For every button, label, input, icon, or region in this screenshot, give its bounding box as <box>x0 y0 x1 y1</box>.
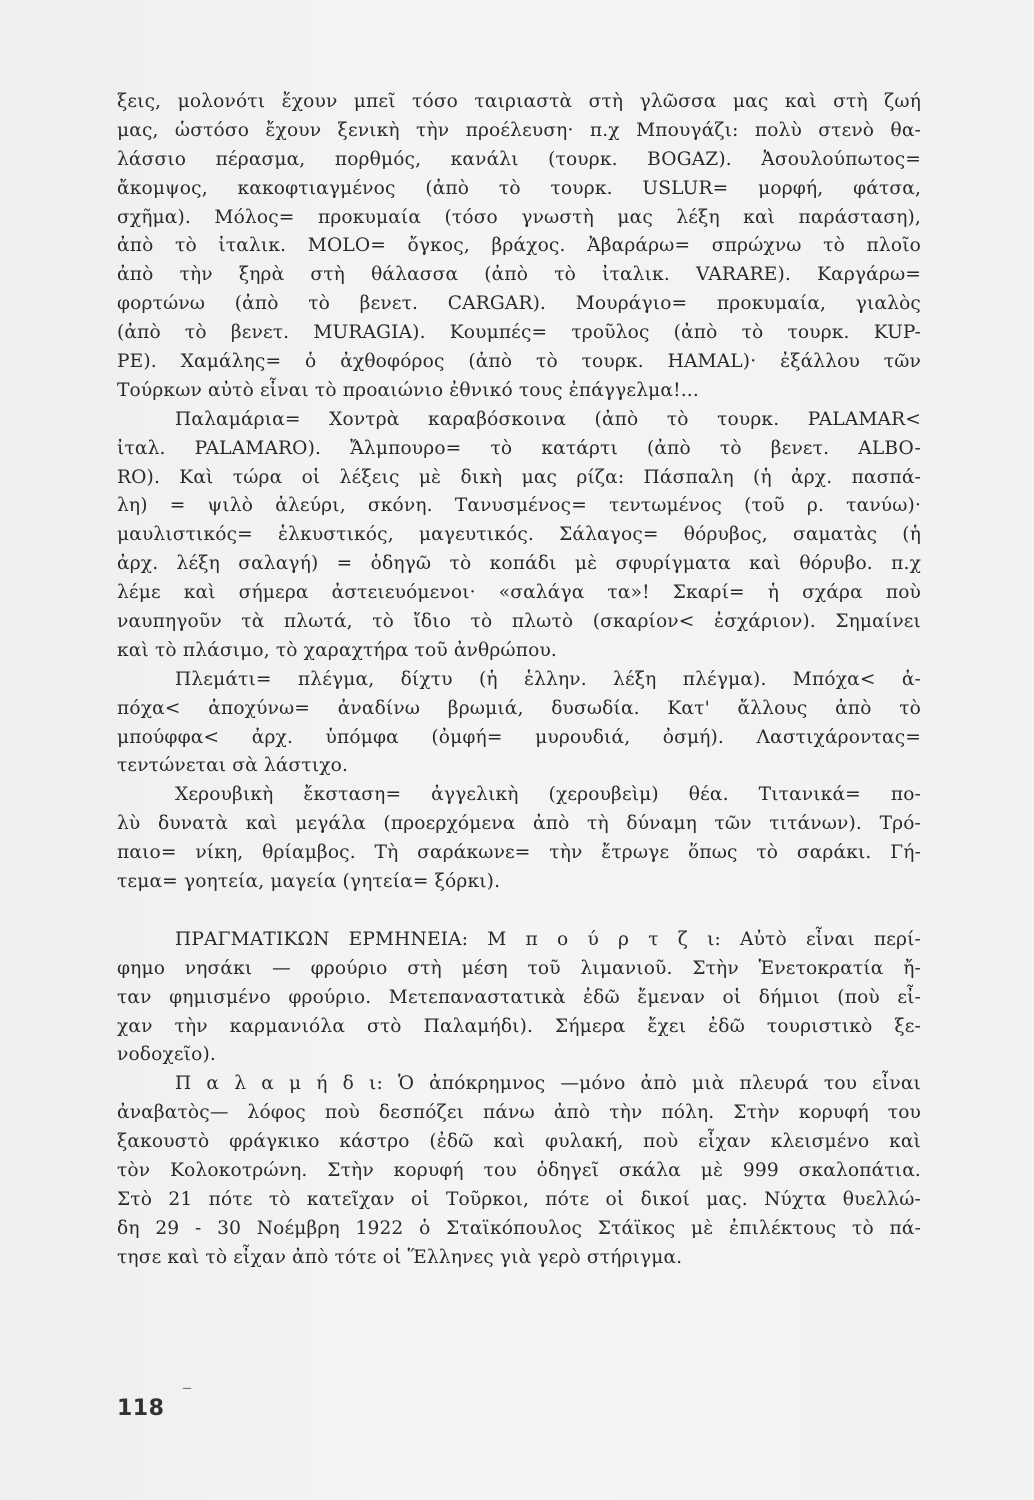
text-line: Πλεμάτι= πλέγμα, δίχτυ (ἡ ἑλλην. λέξη πλέγμα). Μπόχα< ἀ- <box>175 668 921 690</box>
page-number-mark: ‾ <box>183 1385 191 1404</box>
text-line: φορτώνω (ἀπὸ τὸ βενετ. CARGAR). Μουράγιο= προκυμαία, γιαλὸς <box>117 293 921 315</box>
text-line: τὸν Κολοκοτρώνη. Στὴν κορυφή του ὁδηγεῖ σκάλα μὲ 999 σκαλοπάτια. <box>117 1159 921 1181</box>
text-line: ΠΡΑΓΜΑΤΙΚΩΝ ΕΡΜΗΝΕΙΑ: Μ π ο ύ ρ τ ζ ι: Αὐτὸ εἶναι περί- <box>175 928 921 950</box>
text-line: Στὸ 21 πότε τὸ κατεῖχαν οἱ Τοῦρκοι, πότε οἱ δικοί μας. Νύχτα θυελλώ- <box>117 1188 921 1210</box>
text-line: μαυλιστικός= ἑλκυστικός, μαγευτικός. Σάλαγος= θόρυβος, σαματὰς (ἡ <box>117 524 921 546</box>
text-line: ἀναβατὸς— λόφος ποὺ δεσπόζει πάνω ἀπὸ τὴν πόλη. Στὴν κορυφή του <box>117 1102 921 1124</box>
text-line: νοδοχεῖο). <box>117 1044 216 1066</box>
text-line: ἀπὸ τὸ ἰταλικ. MOLO= ὄγκος, βράχος. Ἀβαράρω= σπρώχνω τὸ πλοῖο <box>117 235 921 257</box>
text-line: χαν τὴν καρμανιόλα στὸ Παλαμήδι). Σήμερα ἔχει ἐδῶ τουριστικὸ ξε- <box>117 1015 921 1037</box>
text-line: μπούφφα< ἀρχ. ὑπόμφα (ὀμφή= μυρουδιά, ὀσμή). Λαστιχάροντας= <box>117 726 921 748</box>
text-line: PE). Χαμάλης= ὁ ἀχθοφόρος (ἀπὸ τὸ τουρκ. HAMAL)· ἐξάλλου τῶν <box>117 351 921 373</box>
blank-line <box>117 897 921 926</box>
text-line: Χερουβικὴ ἔκσταση= ἀγγελικὴ (χερουβεὶμ) θέα. Τιτανικά= πο- <box>175 784 921 806</box>
page-number: 118 <box>117 1396 165 1421</box>
text-line: ξεις, μολονότι ἔχουν μπεῖ τόσο ταιριαστὰ στὴ γλῶσσα μας καὶ στὴ ζωή <box>117 91 921 112</box>
text-line: Τούρκων αὐτὸ εἶναι τὸ προαιώνιο ἐθνικό τους ἐπάγγελμα!... <box>117 379 699 401</box>
text-line: (ἀπὸ τὸ βενετ. MURAGIA). Κουμπές= τροῦλος (ἀπὸ τὸ τουρκ. KUP- <box>117 322 921 344</box>
text-line: ξακουστὸ φράγκικο κάστρο (ἐδῶ καὶ φυλακή, ποὺ εἶχαν κλεισμένο καὶ <box>117 1131 921 1153</box>
text-line: ἰταλ. PALAMARO). Ἄλμπουρο= τὸ κατάρτι (ἀπὸ τὸ βενετ. ALBO- <box>117 437 921 459</box>
text-line: φημο νησάκι — φρούριο στὴ μέση τοῦ λιμανιοῦ. Στὴν Ἑνετοκρατία ἤ- <box>117 957 921 979</box>
text-line: ἀρχ. λέξη σαλαγή) = ὁδηγῶ τὸ κοπάδι μὲ σφυρίγματα καὶ θόρυβο. π.χ <box>117 553 921 575</box>
text-line: ναυπηγοῦν τὰ πλωτά, τὸ ἴδιο τὸ πλωτὸ (σκαρίον< ἐσχάριον). Σημαίνει <box>117 611 921 633</box>
text-line: Παλαμάρια= Χοντρὰ καραβόσκοινα (ἀπὸ τὸ τουρκ. PALAMAR< <box>175 408 921 430</box>
text-line: ταν φημισμένο φρούριο. Μετεπαναστατικὰ ἐδῶ ἔμεναν οἱ δήμιοι (ποὺ εἶ- <box>117 986 921 1008</box>
text-line: RO). Καὶ τώρα οἱ λέξεις μὲ δικὴ μας ρίζα: Πάσπαλη (ἡ ἀρχ. πασπά- <box>117 466 921 488</box>
text-line: ἄκομψος, κακοφτιαγμένος (ἀπὸ τὸ τουρκ. USLUR= μορφή, φάτσα, <box>117 177 921 199</box>
text-line: μας, ὡστόσο ἔχουν ξενικὴ τὴν προέλευση· π.χ Μπουγάζι: πολὺ στενὸ θα- <box>117 119 921 141</box>
text-line: Π α λ α μ ή δ ι: Ὁ ἀπόκρημνος —μόνο ἀπὸ μιὰ πλευρά του εἶναι <box>175 1073 921 1095</box>
text-line: ἀπὸ τὴν ξηρὰ στὴ θάλασσα (ἀπὸ τὸ ἰταλικ. VARARE). Καργάρω= <box>117 264 921 286</box>
text-line: τεμα= γοητεία, μαγεία (γητεία= ξόρκι). <box>117 871 501 893</box>
text-line: τησε καὶ τὸ εἶχαν ἀπὸ τότε οἱ Ἕλληνες γιὰ γερὸ στήριγμα. <box>117 1246 683 1268</box>
text-line: λὺ δυνατὰ καὶ μεγάλα (προερχόμενα ἀπὸ τὴ δύναμη τῶν τιτάνων). Τρό- <box>117 813 921 835</box>
text-line: λάσσιο πέρασμα, πορθμός, κανάλι (τουρκ. BOGAZ). Ἀσουλούπωτος= <box>117 148 921 170</box>
text-line: καὶ τὸ πλάσιμο, τὸ χαραχτήρα τοῦ ἀνθρώπου. <box>117 639 557 661</box>
text-line: τεντώνεται σὰ λάστιχο. <box>117 755 349 777</box>
text-line: σχῆμα). Μόλος= προκυμαία (τόσο γνωστὴ μας λέξη καὶ παράσταση), <box>117 206 921 228</box>
text-line: δη 29 - 30 Νοέμβρη 1922 ὁ Σταϊκόπουλος Στάϊκος μὲ ἐπιλέκτους τὸ πά- <box>117 1217 921 1239</box>
text-line: λη) = ψιλὸ ἀλεύρι, σκόνη. Τανυσμένος= τεντωμένος (τοῦ ρ. τανύω)· <box>117 495 921 517</box>
text-line: παιο= νίκη, θρίαμβος. Τὴ σαράκωνε= τὴν ἔτρωγε ὅπως τὸ σαράκι. Γή- <box>117 842 921 864</box>
text-line: λέμε καὶ σήμερα ἀστειευόμενοι· «σαλάγα τα»! Σκαρί= ἡ σχάρα ποὺ <box>117 582 921 604</box>
text-line: πόχα< ἀποχύνω= ἀναδίνω βρωμιά, δυσωδία. Κατ' ἄλλους ἀπὸ τὸ <box>117 697 921 719</box>
body-text <box>117 88 921 1273</box>
